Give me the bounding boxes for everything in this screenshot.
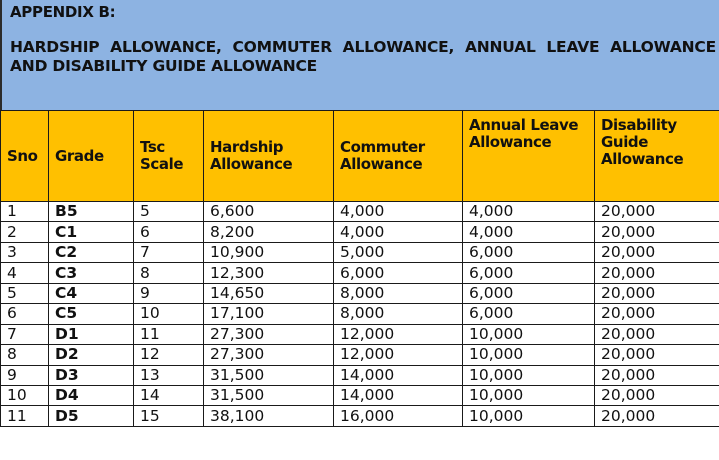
cell-sno: 11 xyxy=(1,406,49,426)
cell-annual-leave: 10,000 xyxy=(463,324,595,344)
cell-sno: 1 xyxy=(1,202,49,222)
cell-grade: B5 xyxy=(49,202,134,222)
table-row xyxy=(1,222,719,242)
cell-annual-leave: 4,000 xyxy=(463,202,595,222)
cell-hardship: 14,650 xyxy=(204,283,334,303)
cell-hardship: 27,300 xyxy=(204,324,334,344)
cell-sno: 4 xyxy=(1,263,49,283)
cell-annual-leave: 10,000 xyxy=(463,385,595,405)
cell-sno: 9 xyxy=(1,365,49,385)
cell-tsc-scale: 14 xyxy=(134,385,204,405)
cell-grade: D4 xyxy=(49,385,134,405)
cell-annual-leave: 6,000 xyxy=(463,304,595,324)
cell-tsc-scale: 11 xyxy=(134,324,204,344)
cell-hardship: 31,500 xyxy=(204,385,334,405)
cell-grade: C4 xyxy=(49,283,134,303)
table-row xyxy=(1,345,719,365)
cell-sno: 7 xyxy=(1,324,49,344)
cell-hardship: 27,300 xyxy=(204,345,334,365)
allowance-table-container xyxy=(0,110,719,427)
column-header-disability-guide: Disability Guide Allowance xyxy=(595,111,719,202)
cell-annual-leave: 6,000 xyxy=(463,263,595,283)
table-row xyxy=(1,263,719,283)
cell-commuter: 4,000 xyxy=(334,222,463,242)
cell-annual-leave: 4,000 xyxy=(463,222,595,242)
appendix-label: APPENDIX B: xyxy=(10,3,116,21)
cell-disability-guide: 20,000 xyxy=(595,345,719,365)
table-row xyxy=(1,385,719,405)
cell-disability-guide: 20,000 xyxy=(595,222,719,242)
table-row xyxy=(1,406,719,426)
allowance-table xyxy=(0,110,719,427)
table-header-row xyxy=(1,111,719,202)
cell-hardship: 6,600 xyxy=(204,202,334,222)
cell-disability-guide: 20,000 xyxy=(595,385,719,405)
table-row xyxy=(1,202,719,222)
cell-disability-guide: 20,000 xyxy=(595,202,719,222)
cell-commuter: 6,000 xyxy=(334,263,463,283)
cell-grade: D1 xyxy=(49,324,134,344)
cell-grade: D3 xyxy=(49,365,134,385)
cell-tsc-scale: 12 xyxy=(134,345,204,365)
cell-sno: 5 xyxy=(1,283,49,303)
column-header-tsc-scale: Tsc Scale xyxy=(134,111,204,202)
cell-commuter: 14,000 xyxy=(334,385,463,405)
cell-commuter: 16,000 xyxy=(334,406,463,426)
cell-commuter: 5,000 xyxy=(334,242,463,262)
cell-sno: 3 xyxy=(1,242,49,262)
cell-sno: 2 xyxy=(1,222,49,242)
cell-commuter: 8,000 xyxy=(334,283,463,303)
cell-annual-leave: 6,000 xyxy=(463,242,595,262)
cell-disability-guide: 20,000 xyxy=(595,242,719,262)
cell-commuter: 4,000 xyxy=(334,202,463,222)
cell-annual-leave: 10,000 xyxy=(463,406,595,426)
cell-hardship: 8,200 xyxy=(204,222,334,242)
table-row xyxy=(1,304,719,324)
cell-sno: 8 xyxy=(1,345,49,365)
cell-hardship: 10,900 xyxy=(204,242,334,262)
cell-annual-leave: 10,000 xyxy=(463,365,595,385)
cell-commuter: 14,000 xyxy=(334,365,463,385)
cell-hardship: 17,100 xyxy=(204,304,334,324)
cell-hardship: 38,100 xyxy=(204,406,334,426)
cell-sno: 6 xyxy=(1,304,49,324)
cell-disability-guide: 20,000 xyxy=(595,263,719,283)
cell-tsc-scale: 6 xyxy=(134,222,204,242)
column-header-grade: Grade xyxy=(49,111,134,202)
cell-disability-guide: 20,000 xyxy=(595,324,719,344)
cell-tsc-scale: 15 xyxy=(134,406,204,426)
cell-annual-leave: 6,000 xyxy=(463,283,595,303)
cell-annual-leave: 10,000 xyxy=(463,345,595,365)
table-row xyxy=(1,283,719,303)
cell-tsc-scale: 13 xyxy=(134,365,204,385)
cell-grade: C5 xyxy=(49,304,134,324)
cell-tsc-scale: 5 xyxy=(134,202,204,222)
cell-grade: C1 xyxy=(49,222,134,242)
cell-disability-guide: 20,000 xyxy=(595,365,719,385)
cell-grade: C2 xyxy=(49,242,134,262)
column-header-commuter: Commuter Allowance xyxy=(334,111,463,202)
cell-disability-guide: 20,000 xyxy=(595,283,719,303)
cell-hardship: 12,300 xyxy=(204,263,334,283)
cell-commuter: 12,000 xyxy=(334,345,463,365)
cell-tsc-scale: 7 xyxy=(134,242,204,262)
cell-grade: D5 xyxy=(49,406,134,426)
cell-disability-guide: 20,000 xyxy=(595,304,719,324)
cell-grade: C3 xyxy=(49,263,134,283)
cell-tsc-scale: 10 xyxy=(134,304,204,324)
table-row xyxy=(1,242,719,262)
cell-sno: 10 xyxy=(1,385,49,405)
cell-commuter: 8,000 xyxy=(334,304,463,324)
column-header-hardship: Hardship Allowance xyxy=(204,111,334,202)
cell-tsc-scale: 8 xyxy=(134,263,204,283)
cell-disability-guide: 20,000 xyxy=(595,406,719,426)
column-header-sno: Sno xyxy=(1,111,49,202)
document-title: HARDSHIP ALLOWANCE, COMMUTER ALLOWANCE, ANNUAL LEAVE ALLOWANCE AND DISABILITY GUIDE ALLOWANCE xyxy=(10,38,716,75)
table-row xyxy=(1,365,719,385)
table-row xyxy=(1,324,719,344)
cell-commuter: 12,000 xyxy=(334,324,463,344)
cell-grade: D2 xyxy=(49,345,134,365)
title-band xyxy=(0,0,719,110)
column-header-annual-leave: Annual Leave Allowance xyxy=(463,111,595,202)
cell-tsc-scale: 9 xyxy=(134,283,204,303)
cell-hardship: 31,500 xyxy=(204,365,334,385)
